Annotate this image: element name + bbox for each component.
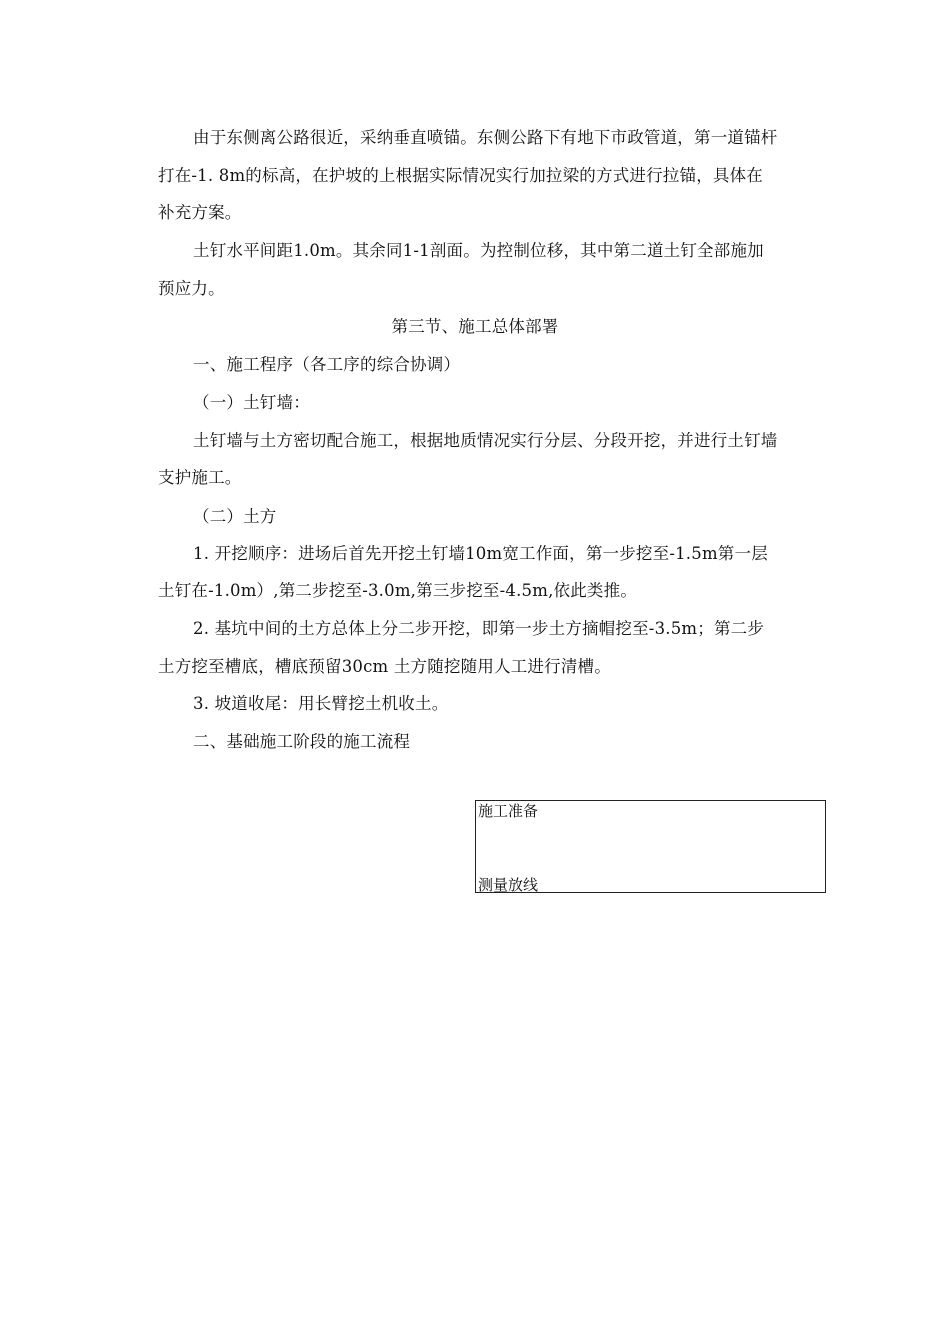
paragraph-3-line-2: 支护施工。 bbox=[158, 468, 242, 487]
subheading-earthwork: （二）土方 bbox=[193, 507, 277, 526]
paragraph-1-line-2: 打在-1. 8m的标高，在护坡的上根据实际情况实行加拉梁的方式进行拉锚，具体在 bbox=[158, 166, 764, 185]
paragraph-2-line-1: 土钉水平间距1.0m。其余同1-1剖面。为控制位移，其中第二道土钉全部施加 bbox=[193, 241, 764, 260]
heading-construction-procedure: 一、施工程序（各工序的综合协调） bbox=[193, 355, 461, 374]
heading-foundation-flow: 二、基础施工阶段的施工流程 bbox=[193, 732, 411, 751]
list-item-1-line-1: 1. 开挖顺序：进场后首先开挖土钉墙10m宽工作面，第一步挖至-1.5m第一层 bbox=[193, 544, 768, 563]
flow-step-preparation: 施工准备 bbox=[478, 802, 539, 820]
paragraph-2-line-2: 预应力。 bbox=[158, 279, 225, 298]
list-item-1-line-2: 土钉在-1.0m）,第二步挖至-3.0m,第三步挖至-4.5m,依此类推。 bbox=[158, 581, 638, 600]
paragraph-1-line-3: 补充方案。 bbox=[158, 203, 242, 222]
paragraph-1-line-1: 由于东侧离公路很近，采纳垂直喷锚。东侧公路下有地下市政管道，第一道锚杆 bbox=[193, 128, 778, 147]
list-item-2-line-1: 2. 基坑中间的土方总体上分二步开挖，即第一步土方摘帽挖至-3.5m；第二步 bbox=[193, 619, 765, 638]
flow-step-survey: 测量放线 bbox=[478, 876, 539, 894]
paragraph-3-line-1: 土钉墙与土方密切配合施工，根据地质情况实行分层、分段开挖，并进行土钉墙 bbox=[193, 431, 778, 450]
list-item-3: 3. 坡道收尾：用长臂挖土机收土。 bbox=[193, 694, 449, 713]
section-title: 第三节、施工总体部署 bbox=[391, 317, 559, 336]
flowchart-box bbox=[475, 800, 826, 893]
subheading-soil-nail-wall: （一）土钉墙： bbox=[193, 393, 310, 412]
list-item-2-line-2: 土方挖至槽底，槽底预留30cm 土方随挖随用人工进行清槽。 bbox=[158, 657, 611, 676]
